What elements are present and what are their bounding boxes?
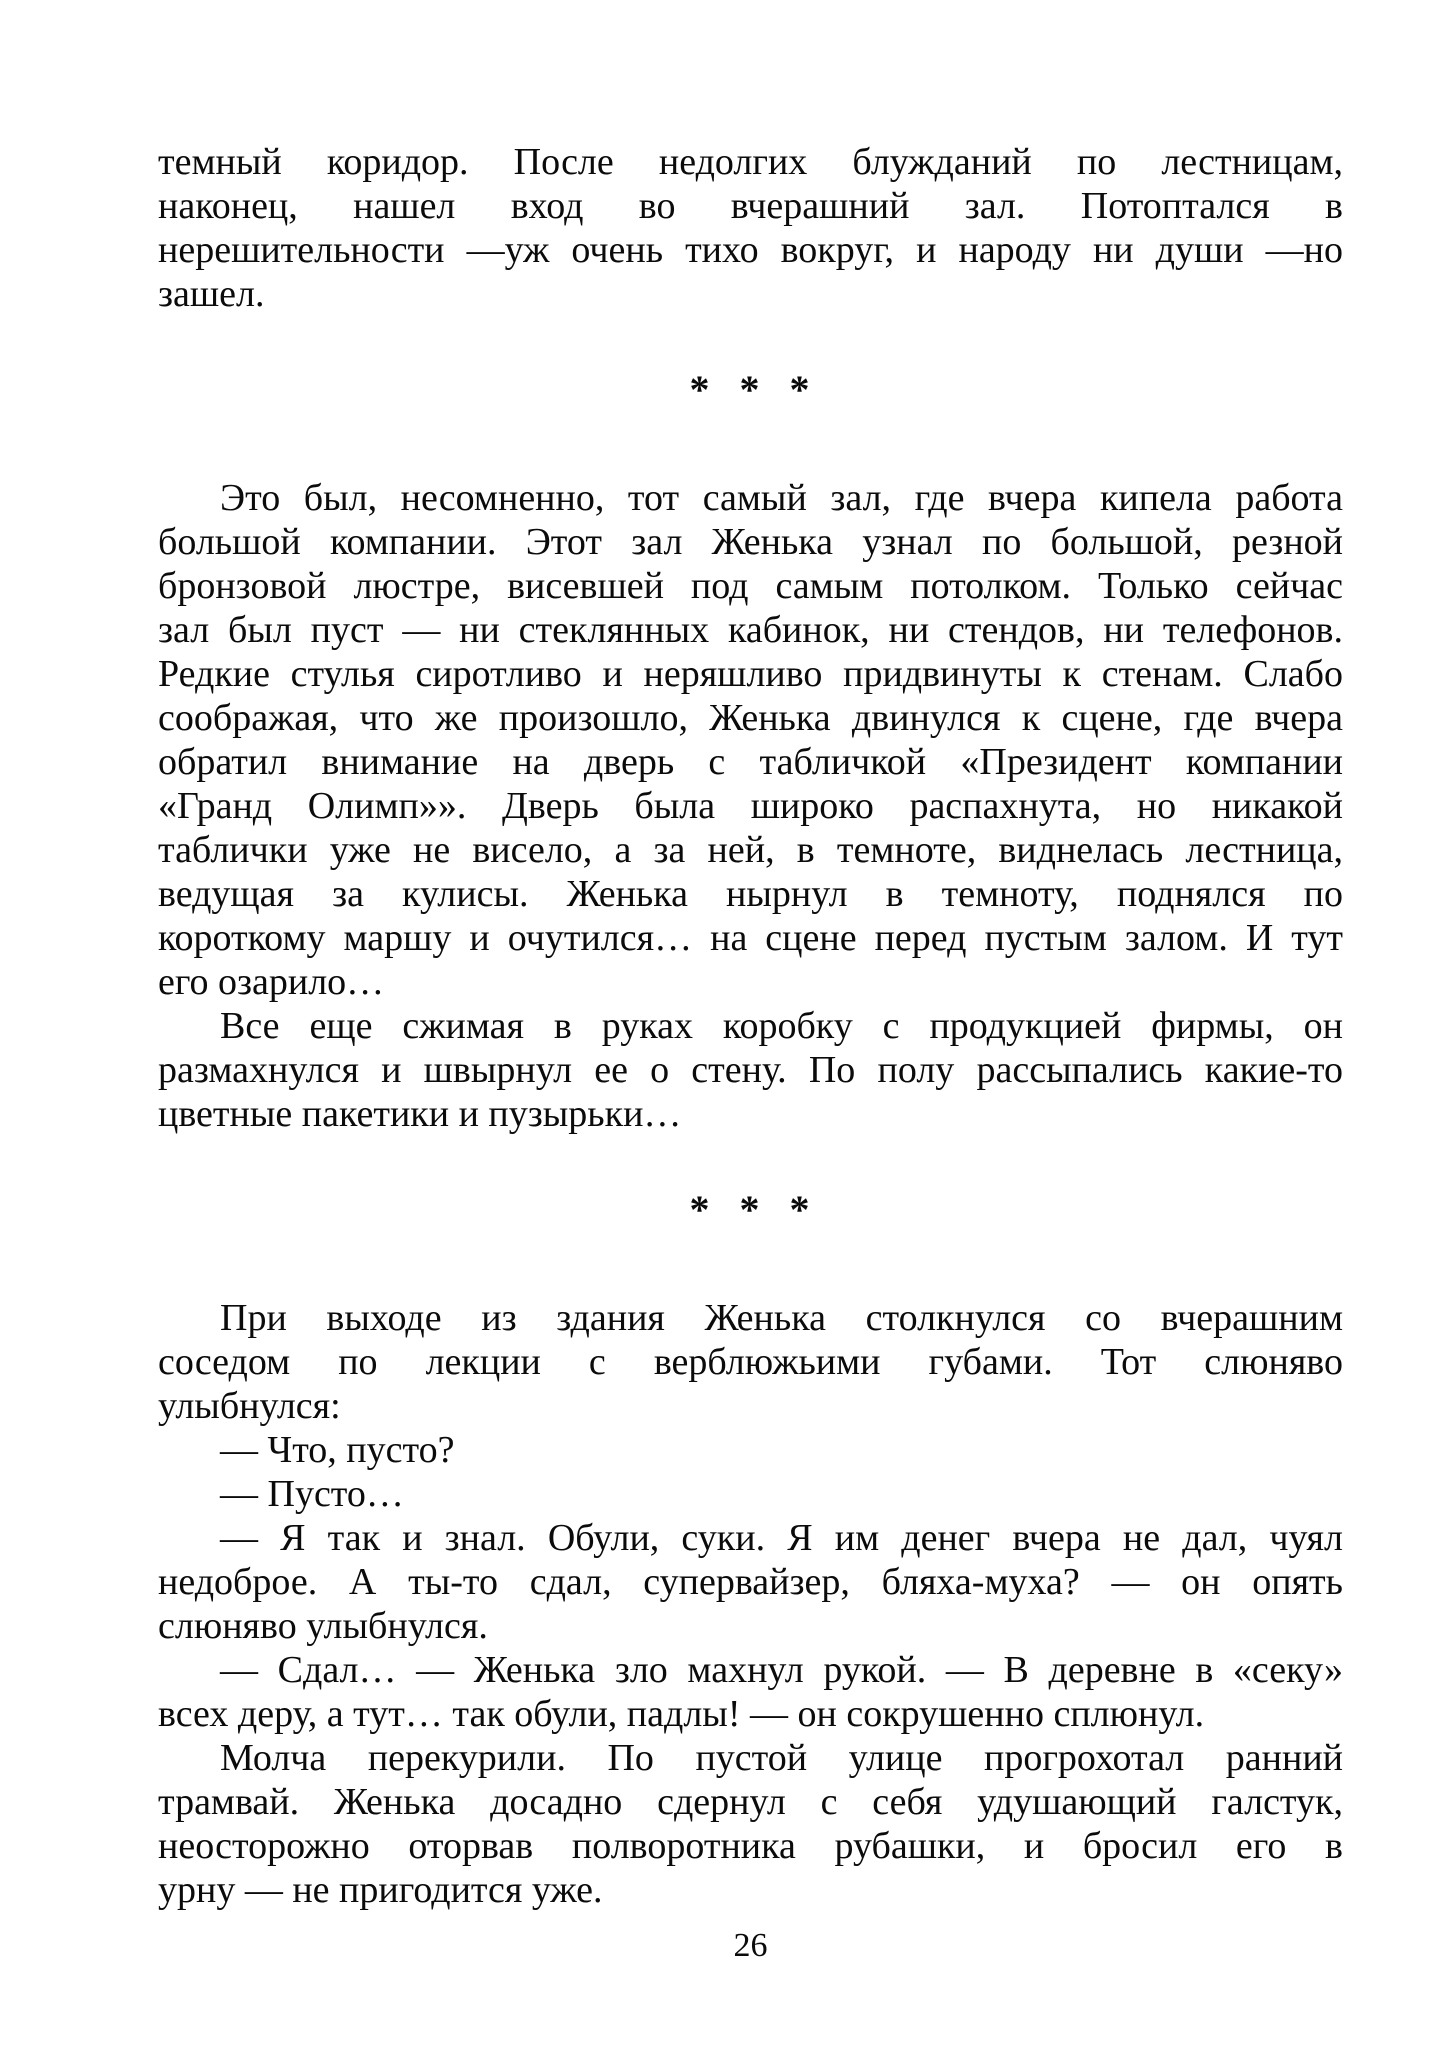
text-line: нерешительности —уж очень тихо вокруг, и народу ни души —но: [158, 229, 1343, 271]
paragraph: [158, 1296, 1343, 1428]
paragraph: [158, 1736, 1343, 1912]
text-line: соображая, что же произошло, Женька двинулся к сцене, где вчера: [158, 697, 1343, 739]
text-line: зал был пуст — ни стеклянных кабинок, ни стендов, ни телефонов.: [158, 609, 1343, 651]
text-line: большой компании. Этот зал Женька узнал по большой, резной: [158, 521, 1343, 563]
text-line: всех деру, а тут… так обули, падлы! — он сокрушенно сплюнул.: [158, 1693, 1205, 1735]
paragraph: [158, 1648, 1343, 1736]
text-line: — Что, пусто?: [220, 1429, 455, 1471]
text-line: обратил внимание на дверь с табличкой «Президент компании: [158, 741, 1343, 783]
text-line: цветные пакетики и пузырьки…: [158, 1093, 682, 1135]
paragraph: [158, 1428, 1343, 1472]
text-line: Это был, несомненно, тот самый зал, где вчера кипела работа: [220, 477, 1343, 519]
text-line: бронзовой люстре, висевшей под самым потолком. Только сейчас: [158, 565, 1343, 607]
text-line: зашел.: [158, 273, 265, 315]
page-number: 26: [733, 1927, 768, 1964]
text-line: его озарило…: [158, 961, 385, 1003]
paragraph: [158, 1004, 1343, 1136]
paragraph: [158, 140, 1343, 316]
section-separator: * * *: [689, 1187, 812, 1232]
text-line: ведущая за кулисы. Женька нырнул в темноту, поднялся по: [158, 873, 1343, 915]
paragraph: [158, 476, 1343, 1004]
paragraph: [158, 1472, 1343, 1516]
text-line: короткому маршу и очутился… на сцене перед пустым залом. И тут: [158, 917, 1343, 959]
text-line: размахнулся и швырнул ее о стену. По полу рассыпались какие-то: [158, 1049, 1343, 1091]
text-line: неосторожно оторвав полворотника рубашки, и бросил его в: [158, 1825, 1343, 1867]
text-line: слюняво улыбнулся.: [158, 1605, 488, 1647]
text-line: Все еще сжимая в руках коробку с продукцией фирмы, он: [220, 1005, 1343, 1047]
text-line: Молча перекурили. По пустой улице прогрохотал ранний: [220, 1737, 1343, 1779]
section-separator: * * *: [689, 367, 812, 412]
text-line: улыбнулся:: [158, 1385, 341, 1427]
text-line: соседом по лекции с верблюжьими губами. Тот слюняво: [158, 1341, 1343, 1383]
text-line: При выходе из здания Женька столкнулся со вчерашним: [220, 1297, 1343, 1339]
text-line: «Гранд Олимп»». Дверь была широко распахнута, но никакой: [158, 785, 1343, 827]
paragraph: [158, 1516, 1343, 1648]
text-line: — Сдал… — Женька зло махнул рукой. — В деревне в «секу»: [220, 1649, 1343, 1691]
text-line: — Я так и знал. Обули, суки. Я им денег вчера не дал, чуял: [220, 1517, 1343, 1559]
text-line: трамвай. Женька досадно сдернул с себя удушающий галстук,: [158, 1781, 1343, 1823]
text-line: наконец, нашел вход во вчерашний зал. Потоптался в: [158, 185, 1343, 227]
text-line: — Пусто…: [220, 1473, 404, 1515]
text-line: темный коридор. После недолгих блужданий по лестницам,: [158, 141, 1343, 183]
text-line: таблички уже не висело, а за ней, в темноте, виднелась лестница,: [158, 829, 1343, 871]
text-line: урну — не пригодится уже.: [158, 1869, 603, 1911]
text-line: недоброе. А ты-то сдал, супервайзер, бляха-муха? — он опять: [158, 1561, 1343, 1603]
text-line: Редкие стулья сиротливо и неряшливо придвинуты к стенам. Слабо: [158, 653, 1343, 695]
